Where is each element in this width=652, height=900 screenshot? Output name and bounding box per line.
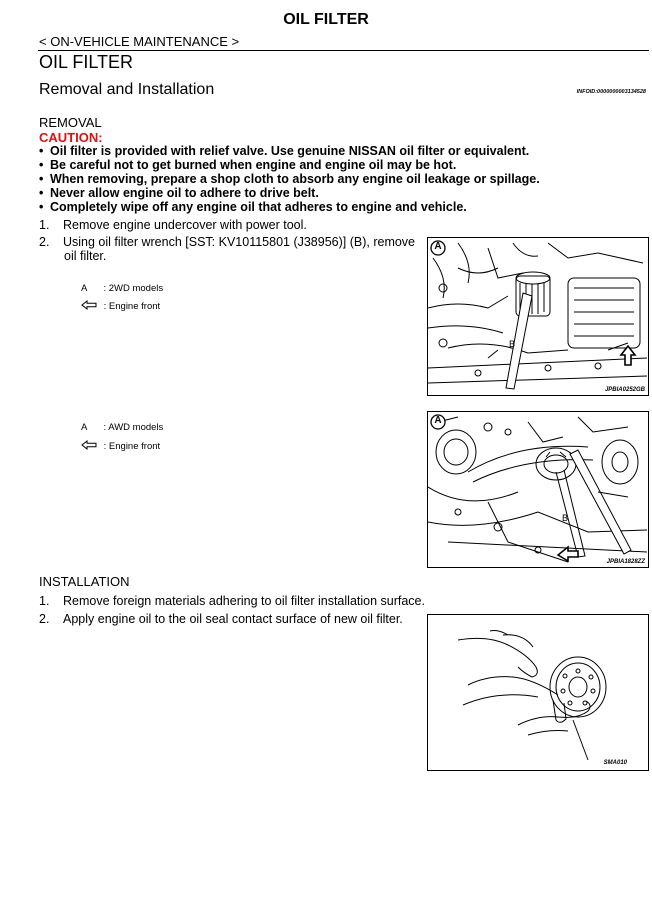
info-id: INFOID:0000000003134528 [576,89,646,95]
caution-item: • Never allow engine oil to adhere to drive belt. [39,186,639,200]
installation-step-2 [39,612,403,626]
step-number: 1. [39,594,50,608]
page-title: OIL FILTER [283,11,369,28]
hand-applying-oil-illustration [428,615,647,769]
removal-step-1 [39,218,307,232]
figure-awd-oil-filter [427,411,649,568]
figure2-legend-a [81,422,163,433]
caution-item: • Oil filter is provided with relief valve. Use genuine NISSAN oil filter or equivalent. [39,144,639,158]
figure1-legend-front [81,300,160,312]
step-text: Remove engine undercover with power tool. [63,218,307,232]
figure1-legend-a [81,283,163,294]
step-number: 1. [39,218,50,232]
step-text: Apply engine oil to the oil seal contact surface of new oil filter. [63,612,403,626]
engine-awd-illustration [428,412,647,566]
installation-step-1 [39,594,425,608]
legend-key: A [81,422,87,433]
figure-code: SMA010 [603,760,627,766]
step-text: Using oil filter wrench [SST: KV10115801 (J38956)] (B), remove [63,235,416,249]
title-divider [38,50,649,51]
legend-key: A [81,283,87,294]
figure-code: JPBIA0252GB [604,387,645,393]
step-text: Remove foreign materials adhering to oil filter installation surface. [63,594,425,608]
arrow-left-outline-icon [81,440,97,450]
removal-step-2-continued: oil filter. [64,249,107,263]
arrow-up-outline-icon [621,346,635,365]
installation-heading: INSTALLATION [39,574,130,589]
legend-text: : Engine front [103,441,161,452]
step-number: 2. [39,612,50,626]
circle-label-text: A [434,415,442,426]
legend-text: : AWD models [103,422,164,433]
caution-list [39,144,639,214]
step-number: 2. [39,235,50,249]
caution-item: • Completely wipe off any engine oil that adheres to engine and vehicle. [39,200,639,214]
breadcrumb: < ON-VEHICLE MAINTENANCE > [39,34,240,49]
caution-item: • When removing, prepare a shop cloth to absorb any engine oil leakage or spillage. [39,172,639,186]
callout-b: B [562,513,569,523]
figure-code: JPBIA1828ZZ [606,559,645,565]
circle-label-text: A [434,241,442,252]
arrow-left-outline-icon [558,547,578,561]
figure-2wd-oil-filter [427,237,649,396]
engine-2wd-illustration [428,238,647,394]
callout-b: B [509,339,516,349]
removal-step-2 [39,235,415,249]
figure2-legend-front [81,440,160,452]
caution-label: CAUTION: [39,130,103,145]
caution-item: • Be careful not to get burned when engine and engine oil may be hot. [39,158,639,172]
legend-text: : 2WD models [103,283,164,294]
legend-text: : Engine front [103,301,161,312]
arrow-left-outline-icon [81,300,97,310]
section-title: OIL FILTER [39,52,134,72]
removal-heading: REMOVAL [39,115,102,130]
figure-oil-seal-application [427,614,649,771]
subsection-title: Removal and Installation [39,81,215,98]
